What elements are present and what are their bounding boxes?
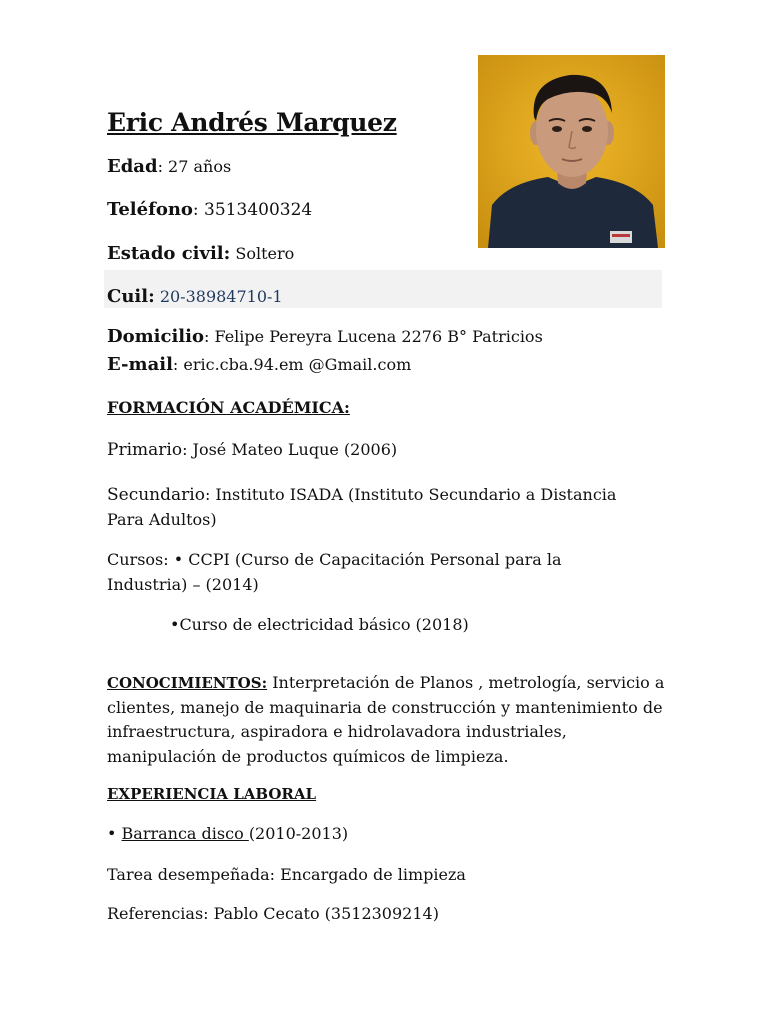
- phone-label: Teléfono: [107, 199, 193, 220]
- company-name: Barranca disco: [121, 824, 249, 843]
- secondary-label: Secundario: [107, 485, 205, 505]
- email-row: [107, 354, 667, 375]
- primary-school-row: [107, 440, 667, 460]
- course-item: •Curso de electricidad básico (2018): [170, 615, 469, 634]
- education-heading: FORMACIÓN ACADÉMICA:: [107, 398, 350, 417]
- primary-label: Primario: [107, 440, 183, 460]
- age-row: [107, 156, 667, 177]
- cuil-label: Cuil:: [107, 286, 155, 307]
- skills-text: Interpretación de Planos , metrología, servicio a clientes, manejo de maquinaria de construcción y mantenimiento de infraestructura, aspiradora e hidrolavadora industriales, manipulación de productos químicos de limpieza.: [107, 673, 665, 766]
- civil-status-value: Soltero: [230, 244, 295, 263]
- civil-status-row: [107, 243, 667, 264]
- secondary-value: : Instituto ISADA (Instituto Secundario a Distancia Para Adultos): [107, 485, 617, 529]
- skills-heading: CONOCIMIENTOS:: [107, 674, 268, 692]
- phone-value: : 3513400324: [192, 200, 313, 220]
- cuil-row: [107, 286, 667, 307]
- course-item: : • CCPI (Curso de Capacitación Personal para la Industria) – (2014): [107, 550, 562, 594]
- address-label: Domicilio: [107, 326, 204, 347]
- address-row: [107, 326, 667, 347]
- email-label: E-mail: [107, 354, 173, 375]
- secondary-school-row: [107, 483, 637, 532]
- bullet: •: [107, 824, 122, 843]
- courses-label: Cursos: [107, 550, 164, 569]
- email-value: : eric.cba.94.em @Gmail.com: [172, 355, 412, 374]
- job-entry: [107, 822, 667, 847]
- primary-value: : José Mateo Luque (2006): [182, 440, 398, 459]
- job-years: (2010-2013): [248, 824, 349, 843]
- job-references: Referencias: Pablo Cecato (3512309214): [107, 904, 439, 923]
- age-value: : 27 años: [157, 157, 232, 176]
- candidate-name: Eric Andrés Marquez: [107, 108, 397, 137]
- address-value: : Felipe Pereyra Lucena 2276 B° Patricios: [203, 327, 543, 346]
- experience-heading: EXPERIENCIA LABORAL: [107, 785, 317, 803]
- phone-row: [107, 199, 667, 220]
- cuil-value: 20-38984710-1: [154, 287, 283, 306]
- courses-row: [107, 548, 637, 597]
- skills-section: [107, 671, 667, 769]
- civil-status-label: Estado civil:: [107, 243, 231, 264]
- age-label: Edad: [107, 156, 158, 177]
- job-task: Tarea desempeñada: Encargado de limpieza: [107, 865, 466, 884]
